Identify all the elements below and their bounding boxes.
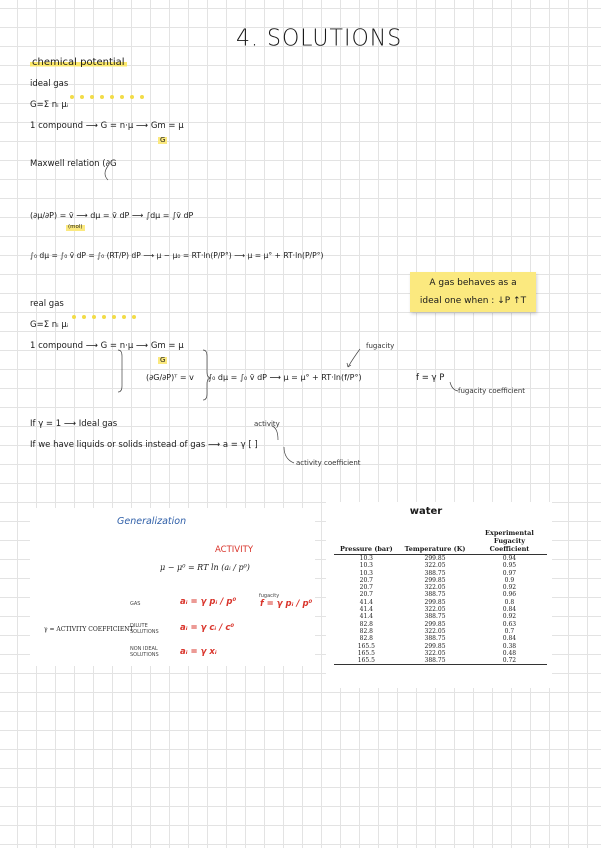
non-ideal-solutions-label: NON IDEAL SOLUTIONS bbox=[130, 646, 159, 658]
table-cell: 10.3 bbox=[359, 562, 373, 570]
maxwell-relation: Maxwell relation (∂G bbox=[30, 159, 117, 169]
table-cell: 322.05 bbox=[424, 606, 446, 614]
table-cell: 299.85 bbox=[424, 598, 446, 606]
real-eq-integral: ∫₀ dμ = ∫₀ v̄ dP ⟶ μ = μ° + RT·ln(f/P°) bbox=[208, 373, 362, 382]
section-heading-chemical-potential: chemical potential bbox=[32, 57, 125, 68]
header-temperature: Temperature (K) bbox=[399, 528, 472, 555]
table-cell: 20.7 bbox=[359, 591, 373, 599]
table-cell: 41.4 bbox=[359, 606, 373, 614]
table-cell: 165.5 bbox=[357, 642, 375, 650]
table-row bbox=[334, 570, 547, 577]
table-cell: 0.92 bbox=[502, 613, 517, 621]
table-row bbox=[334, 591, 547, 598]
table-cell: 299.85 bbox=[424, 642, 446, 650]
table-body bbox=[334, 555, 547, 665]
table-cell: 0.97 bbox=[502, 569, 517, 577]
gas-label: GAS bbox=[130, 601, 141, 607]
table-cell: 20.7 bbox=[359, 576, 373, 584]
header-pressure: Pressure (bar) bbox=[334, 528, 399, 555]
table-cell: 322.05 bbox=[424, 627, 446, 635]
sticky-line-1: A gas behaves as a bbox=[429, 278, 517, 288]
table-row bbox=[334, 628, 547, 635]
table-cell: 388.75 bbox=[424, 635, 446, 643]
table-cell: 0.7 bbox=[504, 627, 515, 635]
fugacity-table bbox=[334, 528, 547, 665]
table-cell: 388.75 bbox=[424, 591, 446, 599]
table-cell: 0.92 bbox=[502, 584, 517, 592]
table-cell: 10.3 bbox=[359, 555, 373, 562]
fugacity-annotation: fugacity bbox=[366, 342, 395, 350]
table-cell: 0.8 bbox=[504, 598, 515, 606]
ideal-eq-integral: ∫₀ dμ = ∫₀ v̄ dP = ∫₀ (RT/P) dP ⟶ μ − μ₀ = RT·ln(P/P°) ⟶ μ = μ° + RT·ln(P/P°) bbox=[30, 251, 324, 260]
table-cell: 0.84 bbox=[502, 635, 517, 643]
ideal-eq-derivative: (∂μ/∂P) = v̄ ⟶ dμ = v̄ dP ⟶ ∫dμ = ∫v̄ dP bbox=[30, 211, 194, 220]
table-cell: 388.75 bbox=[424, 613, 446, 621]
non-ideal-activity-equation: aᵢ = γ xᵢ bbox=[180, 647, 217, 657]
table-cell: 41.4 bbox=[359, 598, 373, 606]
table-cell: 0.95 bbox=[502, 562, 517, 570]
table-row bbox=[334, 643, 547, 650]
table-cell: 0.9 bbox=[504, 576, 515, 584]
table-row bbox=[334, 584, 547, 591]
table-cell: 388.75 bbox=[399, 657, 472, 665]
table-cell: 322.05 bbox=[424, 562, 446, 570]
table-cell: 388.75 bbox=[424, 569, 446, 577]
gamma-note: γ = ACTIVITY COEFFICIENT bbox=[44, 626, 134, 633]
ideal-eq-one-compound: 1 compound ⟶ G = n·μ ⟶ Gm = μ bbox=[30, 121, 184, 131]
table-row bbox=[334, 657, 547, 665]
table-cell: 0.48 bbox=[502, 649, 517, 657]
table-cell: 0.38 bbox=[502, 642, 517, 650]
activity-annotation: activity bbox=[254, 420, 280, 428]
table-row bbox=[334, 621, 547, 628]
ideal-eq-gibbs-sum: G=Σ nᵢ μᵢ bbox=[30, 100, 69, 110]
ideal-gas-heading: ideal gas bbox=[30, 79, 69, 89]
table-cell: 0.72 bbox=[471, 657, 547, 665]
table-cell: 82.8 bbox=[359, 627, 373, 635]
table-cell: 20.7 bbox=[359, 584, 373, 592]
fugacity-gen-equation: f = γ pᵢ / p⁰ bbox=[260, 599, 313, 609]
liquids-solids-line: If we have liquids or solids instead of gas ⟶ a = γ [ ] bbox=[30, 440, 258, 450]
real-eq-gibbs-sum: G=Σ nᵢ μᵢ bbox=[30, 320, 69, 330]
table-cell: 322.05 bbox=[424, 584, 446, 592]
activity-main-equation: μ − μ⁰ = RT ln (aᵢ / p⁰) bbox=[160, 563, 250, 572]
table-cell: 41.4 bbox=[359, 613, 373, 621]
table-cell: 0.94 bbox=[502, 555, 517, 562]
table-row bbox=[334, 599, 547, 606]
real-eq-derivative: (∂G/∂P)ᵀ = v bbox=[146, 373, 194, 382]
table-cell: 0.63 bbox=[502, 620, 517, 628]
table-cell: 165.5 bbox=[357, 649, 375, 657]
table-row bbox=[334, 635, 547, 642]
real-eq-one-compound: 1 compound ⟶ G = n·μ ⟶ Gm = μ bbox=[30, 341, 184, 351]
header-fugacity-coefficient: Experimental Fugacity Coefficient bbox=[471, 528, 547, 555]
activity-label: ACTIVITY bbox=[215, 545, 254, 555]
table-row bbox=[334, 613, 547, 620]
table-cell: 299.85 bbox=[424, 620, 446, 628]
water-title: water bbox=[409, 506, 443, 517]
table-cell: 299.85 bbox=[424, 576, 446, 584]
table-cell: 0.84 bbox=[502, 606, 517, 614]
table-cell: 82.8 bbox=[359, 635, 373, 643]
table-row bbox=[334, 606, 547, 613]
table-cell: 165.5 bbox=[334, 657, 399, 665]
ideal-condition-line: If γ = 1 ⟶ Ideal gas bbox=[30, 419, 118, 429]
dilute-activity-equation: aᵢ = γ cᵢ / c⁰ bbox=[180, 623, 235, 633]
table-row bbox=[334, 650, 547, 657]
table-row bbox=[334, 577, 547, 584]
table-cell: 0.96 bbox=[502, 591, 517, 599]
ideal-eq-underline-g: G bbox=[160, 136, 166, 144]
water-table-panel bbox=[326, 502, 552, 688]
sticky-line-2: ideal one when : ↓P ↑T bbox=[419, 296, 527, 306]
fugacity-small-label: fugacity bbox=[259, 593, 280, 599]
dilute-solutions-label: DILUTE SOLUTIONS bbox=[130, 623, 159, 635]
real-gas-heading: real gas bbox=[30, 299, 64, 309]
page-title: 4. SOLUTIONS bbox=[236, 25, 403, 52]
gas-activity-equation: aᵢ = γ pᵢ / p⁰ bbox=[180, 597, 237, 607]
mol-label: (mol) bbox=[68, 224, 83, 230]
table-cell: 10.3 bbox=[359, 569, 373, 577]
generalization-title: Generalization bbox=[117, 516, 187, 527]
fugacity-equation: f = γ P bbox=[416, 373, 445, 383]
real-eq-underline-g: G bbox=[160, 356, 166, 364]
table-cell: 82.8 bbox=[359, 620, 373, 628]
table-cell: 299.85 bbox=[424, 555, 446, 562]
table-row bbox=[334, 562, 547, 569]
generalization-panel bbox=[30, 508, 315, 666]
fugacity-coefficient-annotation: fugacity coefficient bbox=[458, 387, 526, 395]
table-cell: 322.05 bbox=[424, 649, 446, 657]
activity-coefficient-annotation: activity coefficient bbox=[296, 459, 361, 467]
table-row bbox=[334, 555, 547, 563]
